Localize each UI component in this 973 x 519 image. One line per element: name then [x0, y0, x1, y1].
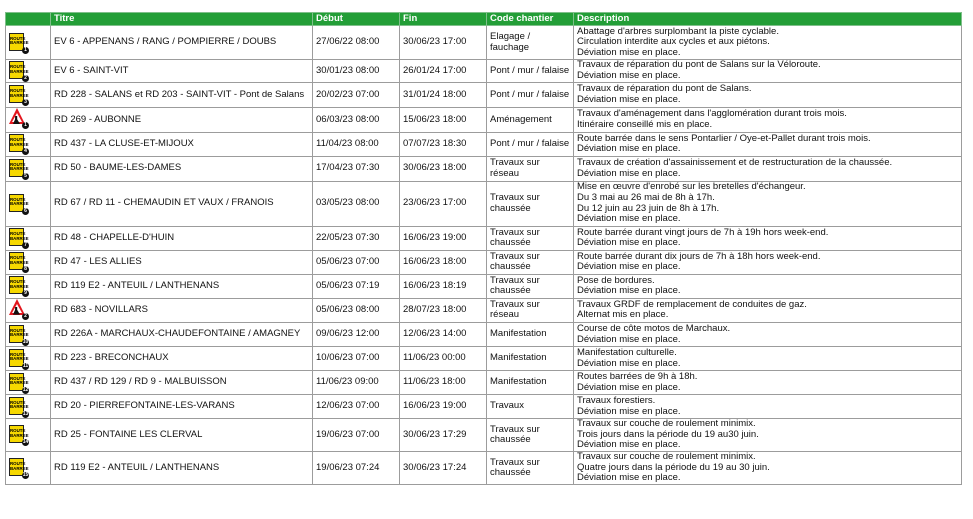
- row-code-chantier: [487, 156, 574, 181]
- row-description-line: Manifestation culturelle.: [577, 347, 677, 359]
- row-code-chantier: [487, 181, 574, 226]
- table-row[interactable]: [6, 250, 962, 274]
- row-description-line: Déviation mise en place.: [577, 213, 681, 225]
- row-description-line: Trois jours dans la période du 19 au30 juin.: [577, 428, 759, 440]
- table-row[interactable]: [6, 419, 962, 452]
- row-number-badge: 10: [22, 338, 29, 345]
- row-description: [574, 323, 962, 347]
- sign-line-1: ROUTE: [10, 375, 26, 381]
- row-code-chantier: [487, 371, 574, 395]
- header-description[interactable]: Description: [574, 13, 962, 26]
- row-description-line: Du 12 juin au 23 juin de 8h à 17h.: [577, 202, 720, 214]
- row-description-line: Route barrée durant vingt jours de 7h à 19h hors week-end.: [577, 226, 829, 238]
- row-description-line: Déviation mise en place.: [577, 70, 681, 81]
- row-icon-cell: [6, 26, 51, 60]
- row-fin: 30/06/23 17:29: [400, 419, 487, 452]
- row-code-chantier-line: Manifestation: [490, 352, 547, 364]
- row-code-chantier-line: Manifestation: [490, 328, 547, 340]
- row-titre: RD 25 - FONTAINE LES CLERVAL: [51, 419, 313, 452]
- row-number-badge: 2: [22, 75, 29, 82]
- row-code-chantier-line: chaussée: [490, 237, 531, 249]
- row-titre: RD 20 - PIERREFONTAINE-LES-VARANS: [51, 395, 313, 419]
- row-code-chantier: [487, 250, 574, 274]
- row-debut: 11/06/23 09:00: [313, 371, 400, 395]
- row-fin: 30/06/23 18:00: [400, 156, 487, 181]
- sign-line-1: ROUTE: [10, 231, 26, 237]
- row-titre: RD 119 E2 - ANTEUIL / LANTHENANS: [51, 274, 313, 298]
- row-titre: RD 228 - SALANS et RD 203 - SAINT-VIT - Pont de Salans: [51, 83, 313, 108]
- route-barree-icon[interactable]: [9, 373, 29, 393]
- row-number-badge: 6: [22, 208, 29, 215]
- row-description-line: Travaux sur couche de roulement minimix.: [577, 451, 756, 463]
- row-code-chantier-line: Travaux sur: [490, 274, 540, 286]
- row-fin: 23/06/23 17:00: [400, 181, 487, 226]
- sign-line-2: BARREE: [10, 141, 29, 147]
- row-description-line: Itinéraire conseillé mis en place.: [577, 118, 713, 130]
- row-icon-cell: [6, 132, 51, 156]
- route-barree-icon[interactable]: [9, 85, 29, 105]
- sign-line-2: BARREE: [10, 465, 29, 471]
- route-barree-icon[interactable]: [9, 159, 29, 179]
- row-code-chantier: [487, 226, 574, 250]
- row-description-line: Travaux sur couche de roulement minimix.: [577, 418, 756, 430]
- header-code-chantier[interactable]: Code chantier: [487, 13, 574, 26]
- row-number-badge: 1: [22, 47, 29, 54]
- sign-line-1: ROUTE: [10, 351, 26, 357]
- row-fin: 16/06/23 18:00: [400, 250, 487, 274]
- table-row[interactable]: [6, 83, 962, 108]
- row-fin: 26/01/24 17:00: [400, 60, 487, 83]
- row-description-line: Déviation mise en place.: [577, 167, 681, 179]
- sign-line-2: BARREE: [10, 201, 29, 207]
- sign-line-2: BARREE: [10, 235, 29, 241]
- row-debut: 11/04/23 08:00: [313, 132, 400, 156]
- row-icon-cell: [6, 274, 51, 298]
- row-description: [574, 83, 962, 108]
- route-barree-icon[interactable]: [9, 276, 29, 297]
- row-description: [574, 395, 962, 419]
- row-number-badge: 9: [22, 290, 29, 297]
- row-description-line: Déviation mise en place.: [577, 237, 681, 249]
- row-debut: 05/06/23 08:00: [313, 298, 400, 323]
- row-description-line: Déviation mise en place.: [577, 439, 681, 451]
- row-number-badge: 3: [22, 99, 29, 106]
- row-debut: 19/06/23 07:24: [313, 452, 400, 485]
- table-row[interactable]: [6, 298, 962, 323]
- route-barree-icon[interactable]: [9, 397, 29, 417]
- row-code-chantier-line: Travaux sur: [490, 298, 540, 310]
- row-icon-cell: [6, 395, 51, 419]
- row-icon-cell: [6, 83, 51, 108]
- row-description-line: Course de côte motos de Marchaux.: [577, 323, 731, 335]
- table-row[interactable]: [6, 347, 962, 371]
- row-titre: RD 223 - BRECONCHAUX: [51, 347, 313, 371]
- header-debut[interactable]: Début: [313, 13, 400, 26]
- row-description-line: Déviation mise en place.: [577, 143, 681, 155]
- row-code-chantier-line: Travaux sur: [490, 192, 540, 203]
- roadworks-warning-icon[interactable]: [9, 108, 25, 128]
- table-row[interactable]: [6, 26, 962, 60]
- row-description: [574, 298, 962, 323]
- row-description: [574, 250, 962, 274]
- row-icon-cell: [6, 108, 51, 133]
- row-code-chantier-line: chaussée: [490, 467, 531, 479]
- table-row[interactable]: [6, 60, 962, 83]
- sign-line-2: BARREE: [10, 259, 29, 265]
- row-code-chantier: [487, 60, 574, 83]
- row-description-line: Pose de bordures.: [577, 274, 655, 286]
- row-debut: 20/02/23 07:00: [313, 83, 400, 108]
- row-fin: 11/06/23 18:00: [400, 371, 487, 395]
- row-titre: EV 6 - APPENANS / RANG / POMPIERRE / DOUBS: [51, 26, 313, 60]
- row-code-chantier: [487, 452, 574, 485]
- row-description: [574, 108, 962, 133]
- row-icon-cell: [6, 250, 51, 274]
- row-code-chantier-line: Travaux sur: [490, 456, 540, 468]
- sign-line-2: BARREE: [10, 68, 29, 74]
- row-description-line: Travaux de réparation du pont de Salans.: [577, 83, 752, 95]
- row-titre: RD 683 - NOVILLARS: [51, 298, 313, 323]
- row-description-line: Travaux de création d'assainissement et de restructuration de la chaussée.: [577, 157, 893, 168]
- sign-line-1: ROUTE: [10, 461, 26, 467]
- row-description-line: Travaux d'aménagement dans l'agglomération durant trois mois.: [577, 108, 847, 120]
- table-row[interactable]: [6, 274, 962, 298]
- row-fin: 28/07/23 18:00: [400, 298, 487, 323]
- row-description-line: Déviation mise en place.: [577, 285, 681, 297]
- row-description: [574, 347, 962, 371]
- table-row[interactable]: [6, 395, 962, 419]
- row-number-badge: 11: [22, 362, 29, 369]
- row-description: [574, 419, 962, 452]
- row-description-line: Travaux de réparation du pont de Salans sur la Véloroute.: [577, 59, 821, 71]
- row-code-chantier-line: Manifestation: [490, 376, 547, 388]
- table-header-row: [6, 13, 962, 26]
- row-fin: 07/07/23 18:30: [400, 132, 487, 156]
- sign-line-2: BARREE: [10, 332, 29, 338]
- route-barree-icon[interactable]: [9, 61, 29, 81]
- row-icon-cell: [6, 419, 51, 452]
- row-fin: 12/06/23 14:00: [400, 323, 487, 347]
- row-icon-cell: [6, 452, 51, 485]
- row-icon-cell: [6, 298, 51, 323]
- row-description-line: Alternat mis en place.: [577, 309, 669, 321]
- row-titre: RD 119 E2 - ANTEUIL / LANTHENANS: [51, 452, 313, 485]
- row-fin: 30/06/23 17:24: [400, 452, 487, 485]
- table-row[interactable]: [6, 323, 962, 347]
- row-number-badge: 2: [22, 313, 29, 320]
- row-icon-cell: [6, 226, 51, 250]
- row-number-badge: 13: [22, 410, 29, 417]
- row-code-chantier-line: Pont / mur / falaise: [490, 64, 570, 76]
- sign-line-1: ROUTE: [10, 64, 26, 69]
- row-code-chantier-line: chaussée: [490, 434, 531, 446]
- row-description: [574, 181, 962, 226]
- route-barree-icon[interactable]: [9, 194, 29, 214]
- sign-line-2: BARREE: [10, 380, 29, 386]
- row-titre: RD 67 / RD 11 - CHEMAUDIN ET VAUX / FRANOIS: [51, 181, 313, 226]
- row-titre: EV 6 - SAINT-VIT: [51, 60, 313, 83]
- row-debut: 05/06/23 07:19: [313, 274, 400, 298]
- row-titre: RD 48 - CHAPELLE-D'HUIN: [51, 226, 313, 250]
- sign-line-2: BARREE: [10, 283, 29, 289]
- sign-line-1: ROUTE: [10, 279, 26, 285]
- header-fin[interactable]: Fin: [400, 13, 487, 26]
- row-debut: 09/06/23 12:00: [313, 323, 400, 347]
- row-number-badge: 15: [22, 472, 29, 479]
- row-description-line: Route barrée dans le sens Pontarlier / Oye-et-Pallet durant trois mois.: [577, 132, 871, 144]
- row-fin: 16/06/23 19:00: [400, 226, 487, 250]
- row-icon-cell: [6, 181, 51, 226]
- row-description-line: Circulation interdite aux cycles et aux piétons.: [577, 36, 770, 48]
- row-titre: RD 269 - AUBONNE: [51, 108, 313, 133]
- row-fin: 11/06/23 00:00: [400, 347, 487, 371]
- sign-line-1: ROUTE: [10, 399, 26, 405]
- row-code-chantier: [487, 26, 574, 60]
- row-icon-cell: [6, 323, 51, 347]
- route-barree-icon[interactable]: [9, 252, 29, 273]
- row-code-chantier-line: Travaux sur: [490, 226, 540, 238]
- sign-line-1: ROUTE: [10, 196, 26, 202]
- sign-line-1: ROUTE: [10, 428, 26, 434]
- row-fin: 30/06/23 17:00: [400, 26, 487, 60]
- row-description: [574, 132, 962, 156]
- row-icon-cell: [6, 156, 51, 181]
- row-fin: 16/06/23 19:00: [400, 395, 487, 419]
- roadworks-warning-icon[interactable]: [9, 299, 25, 319]
- row-debut: 03/05/23 08:00: [313, 181, 400, 226]
- row-debut: 19/06/23 07:00: [313, 419, 400, 452]
- row-description-line: Travaux forestiers.: [577, 395, 656, 407]
- row-icon-cell: [6, 347, 51, 371]
- row-debut: 10/06/23 07:00: [313, 347, 400, 371]
- row-description-line: Route barrée durant dix jours de 7h à 18h hors week-end.: [577, 250, 821, 262]
- route-barree-icon[interactable]: [9, 325, 29, 345]
- row-code-chantier-line: chaussée: [490, 261, 531, 273]
- route-barree-icon[interactable]: [9, 349, 29, 369]
- row-number-badge: 14: [22, 439, 29, 446]
- row-debut: 12/06/23 07:00: [313, 395, 400, 419]
- row-code-chantier: [487, 298, 574, 323]
- row-description-line: Déviation mise en place.: [577, 333, 681, 345]
- row-code-chantier-line: Travaux sur: [490, 157, 540, 168]
- row-code-chantier-line: Pont / mur / falaise: [490, 137, 570, 149]
- row-code-chantier-line: Travaux sur: [490, 250, 540, 262]
- sign-line-2: BARREE: [10, 92, 29, 98]
- row-titre: RD 437 - LA CLUSE-ET-MIJOUX: [51, 132, 313, 156]
- row-code-chantier: [487, 83, 574, 108]
- row-debut: 22/05/23 07:30: [313, 226, 400, 250]
- route-barree-icon[interactable]: [9, 425, 29, 446]
- row-code-chantier-line: chaussée: [490, 202, 531, 214]
- row-debut: 17/04/23 07:30: [313, 156, 400, 181]
- sign-line-2: BARREE: [10, 166, 29, 172]
- sign-line-1: ROUTE: [10, 255, 26, 261]
- row-description-line: Déviation mise en place.: [577, 472, 681, 484]
- row-code-chantier: [487, 347, 574, 371]
- row-code-chantier-line: fauchage: [490, 41, 530, 53]
- row-number-badge: 8: [22, 266, 29, 273]
- row-description-line: Déviation mise en place.: [577, 94, 681, 105]
- row-number-badge: 5: [22, 173, 29, 180]
- row-titre: RD 47 - LES ALLIES: [51, 250, 313, 274]
- row-description: [574, 226, 962, 250]
- row-code-chantier-line: réseau: [490, 167, 520, 179]
- route-barree-icon[interactable]: [9, 134, 29, 155]
- sign-line-1: ROUTE: [10, 161, 26, 167]
- table-row[interactable]: [6, 108, 962, 133]
- sign-line-2: BARREE: [10, 40, 29, 46]
- row-fin: 16/06/23 18:19: [400, 274, 487, 298]
- row-debut: 27/06/22 08:00: [313, 26, 400, 60]
- row-description-line: Abattage d'arbres surplombant la piste cyclable.: [577, 25, 779, 37]
- route-barree-icon[interactable]: [9, 33, 29, 53]
- row-code-chantier: [487, 274, 574, 298]
- table-body: [6, 26, 962, 485]
- route-barree-icon[interactable]: [9, 228, 29, 249]
- row-code-chantier-line: Pont / mur / falaise: [490, 88, 570, 100]
- row-code-chantier: [487, 108, 574, 133]
- row-fin: 31/01/24 18:00: [400, 83, 487, 108]
- row-description: [574, 26, 962, 60]
- row-description: [574, 60, 962, 83]
- header-icon: [6, 13, 51, 26]
- table-row[interactable]: [6, 132, 962, 156]
- row-description-line: Déviation mise en place.: [577, 46, 681, 58]
- row-titre: RD 226A - MARCHAUX-CHAUDEFONTAINE / AMAGNEY: [51, 323, 313, 347]
- row-description: [574, 156, 962, 181]
- header-titre[interactable]: Titre: [51, 13, 313, 26]
- row-description-line: Mise en œuvre d'enrobé sur les bretelles d'échangeur.: [577, 181, 806, 193]
- row-description: [574, 274, 962, 298]
- table-row[interactable]: [6, 226, 962, 250]
- row-description-line: Routes barrées de 9h à 18h.: [577, 371, 698, 383]
- row-code-chantier-line: réseau: [490, 309, 520, 321]
- row-code-chantier-line: chaussée: [490, 285, 531, 297]
- row-fin: 15/06/23 18:00: [400, 108, 487, 133]
- row-description-line: Déviation mise en place.: [577, 261, 681, 273]
- row-description-line: Travaux GRDF de remplacement de conduites de gaz.: [577, 298, 807, 310]
- row-code-chantier-line: Travaux sur: [490, 423, 540, 435]
- row-description: [574, 371, 962, 395]
- row-number-badge: 7: [22, 242, 29, 249]
- row-description-line: Quatre jours dans la période du 19 au 30 juin.: [577, 461, 770, 473]
- row-number-badge: 4: [22, 148, 29, 155]
- row-code-chantier-line: Aménagement: [490, 113, 552, 125]
- row-code-chantier-line: Elagage /: [490, 30, 531, 42]
- sign-line-2: BARREE: [10, 356, 29, 362]
- row-titre: RD 50 - BAUME-LES-DAMES: [51, 156, 313, 181]
- table-row[interactable]: [6, 156, 962, 181]
- row-debut: 05/06/23 07:00: [313, 250, 400, 274]
- sign-line-2: BARREE: [10, 404, 29, 410]
- row-code-chantier: [487, 395, 574, 419]
- row-description-line: Du 3 mai au 26 mai de 8h à 17h.: [577, 192, 715, 203]
- sign-line-1: ROUTE: [10, 88, 26, 93]
- sign-line-2: BARREE: [10, 432, 29, 438]
- row-number-badge: 1: [22, 122, 29, 129]
- table-row[interactable]: [6, 452, 962, 485]
- row-number-badge: 12: [22, 386, 29, 393]
- sign-line-1: ROUTE: [10, 327, 26, 333]
- row-code-chantier: [487, 419, 574, 452]
- row-icon-cell: [6, 371, 51, 395]
- row-code-chantier-line: Travaux: [490, 400, 524, 412]
- row-code-chantier: [487, 132, 574, 156]
- sign-line-1: ROUTE: [10, 35, 26, 41]
- row-description-line: Déviation mise en place.: [577, 405, 681, 417]
- closures-table-wrapper: [5, 12, 962, 485]
- row-description: [574, 452, 962, 485]
- row-debut: 30/01/23 08:00: [313, 60, 400, 83]
- row-description-line: Déviation mise en place.: [577, 381, 681, 393]
- table-row[interactable]: [6, 371, 962, 395]
- row-debut: 06/03/23 08:00: [313, 108, 400, 133]
- table-row[interactable]: [6, 181, 962, 226]
- row-description-line: Déviation mise en place.: [577, 357, 681, 369]
- route-barree-icon[interactable]: [9, 458, 29, 479]
- sign-line-1: ROUTE: [10, 137, 26, 143]
- road-closures-table: [5, 12, 962, 485]
- row-icon-cell: [6, 60, 51, 83]
- row-titre: RD 437 / RD 129 / RD 9 - MALBUISSON: [51, 371, 313, 395]
- row-code-chantier: [487, 323, 574, 347]
